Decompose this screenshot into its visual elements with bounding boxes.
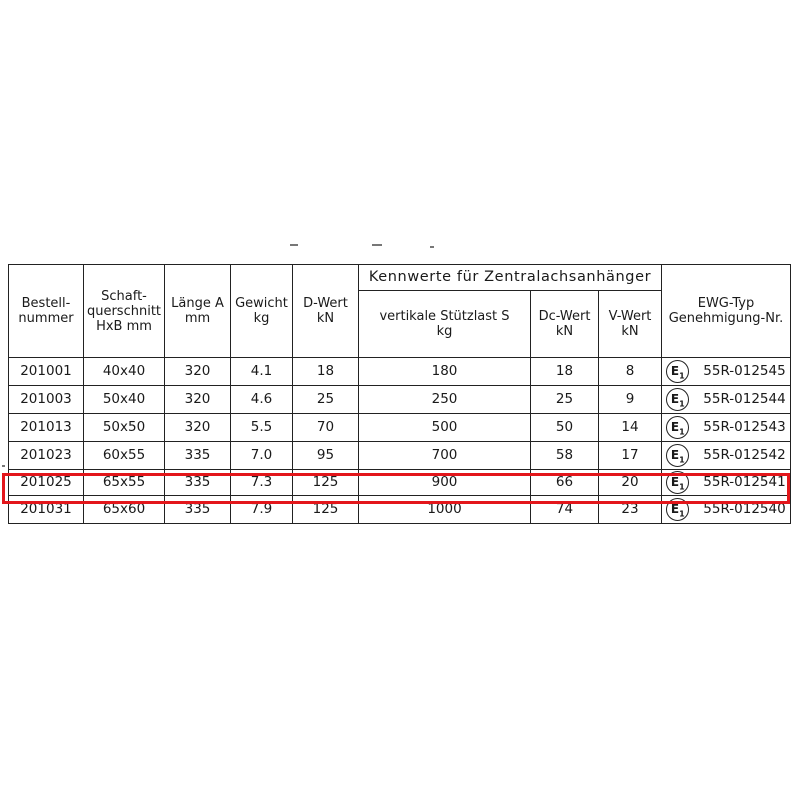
ewg-number: 55R-012543	[703, 419, 786, 435]
cell-s: 250	[359, 386, 531, 414]
cell-d: 125	[293, 470, 359, 496]
cell-dc: 18	[531, 358, 599, 386]
cell-ewg	[662, 470, 791, 496]
group-header-kennwerte: Kennwerte für Zentralachsanhänger	[359, 265, 662, 291]
table-row	[9, 358, 791, 386]
ewg-number: 55R-012542	[703, 447, 786, 463]
cell-dc: 25	[531, 386, 599, 414]
table-row	[9, 386, 791, 414]
col-header-ewg: EWG-Typ Genehmigung-Nr.	[662, 265, 791, 358]
cell-dc: 50	[531, 414, 599, 442]
cell-ewg	[662, 442, 791, 470]
ewg-number: 55R-012544	[703, 391, 786, 407]
col-header-d-wert: D-Wert kN	[293, 265, 359, 358]
e1-approval-icon: $E_1$	[666, 444, 689, 467]
cell-nr: 201013	[9, 414, 84, 442]
cell-laenge: 320	[165, 414, 231, 442]
cell-querschnitt: 40x40	[84, 358, 165, 386]
cell-ewg	[662, 414, 791, 442]
cell-v: 8	[599, 358, 662, 386]
cell-querschnitt: 50x50	[84, 414, 165, 442]
cell-gewicht: 7.0	[231, 442, 293, 470]
cell-ewg	[662, 358, 791, 386]
e1-approval-icon: $E_1$	[666, 388, 689, 411]
cell-d: 95	[293, 442, 359, 470]
cell-ewg	[662, 386, 791, 414]
cell-querschnitt: 65x55	[84, 470, 165, 496]
table-row	[9, 496, 791, 524]
cell-ewg	[662, 496, 791, 524]
cell-laenge: 335	[165, 470, 231, 496]
cell-nr: 201001	[9, 358, 84, 386]
header-row	[9, 265, 791, 291]
cell-laenge: 320	[165, 386, 231, 414]
col-header-stuetzlast: vertikale Stützlast S kg	[359, 290, 531, 357]
col-header-laenge: Länge A mm	[165, 265, 231, 358]
cell-d: 125	[293, 496, 359, 524]
cell-nr: 201025	[9, 470, 84, 496]
cell-gewicht: 5.5	[231, 414, 293, 442]
cell-d: 18	[293, 358, 359, 386]
table-row	[9, 442, 791, 470]
cell-s: 500	[359, 414, 531, 442]
cell-gewicht: 4.1	[231, 358, 293, 386]
cell-gewicht: 7.9	[231, 496, 293, 524]
cell-s: 1000	[359, 496, 531, 524]
cell-querschnitt: 65x60	[84, 496, 165, 524]
cell-laenge: 335	[165, 442, 231, 470]
cell-v: 17	[599, 442, 662, 470]
cell-dc: 58	[531, 442, 599, 470]
cell-gewicht: 7.3	[231, 470, 293, 496]
col-header-v-wert: V-Wert kN	[599, 290, 662, 357]
cell-s: 900	[359, 470, 531, 496]
cell-querschnitt: 50x40	[84, 386, 165, 414]
cell-v: 20	[599, 470, 662, 496]
cell-v: 23	[599, 496, 662, 524]
cell-gewicht: 4.6	[231, 386, 293, 414]
cell-nr: 201031	[9, 496, 84, 524]
cell-d: 70	[293, 414, 359, 442]
e1-approval-icon: $E_1$	[666, 416, 689, 439]
col-header-schaftquerschnitt: Schaft- querschnitt HxB mm	[84, 265, 165, 358]
cell-querschnitt: 60x55	[84, 442, 165, 470]
ewg-number: 55R-012540	[703, 501, 786, 517]
col-header-bestellnummer: Bestell- nummer	[9, 265, 84, 358]
table-row	[9, 470, 791, 496]
cell-laenge: 320	[165, 358, 231, 386]
ewg-number: 55R-012541	[703, 474, 786, 490]
cell-dc: 74	[531, 496, 599, 524]
e1-approval-icon: $E_1$	[666, 498, 689, 521]
table-row	[9, 414, 791, 442]
cell-dc: 66	[531, 470, 599, 496]
cell-s: 180	[359, 358, 531, 386]
product-spec-table	[8, 264, 791, 524]
cell-v: 14	[599, 414, 662, 442]
e1-approval-icon: $E_1$	[666, 360, 689, 383]
ewg-number: 55R-012545	[703, 363, 786, 379]
cell-nr: 201023	[9, 442, 84, 470]
cell-nr: 201003	[9, 386, 84, 414]
cell-s: 700	[359, 442, 531, 470]
col-header-gewicht: Gewicht kg	[231, 265, 293, 358]
cell-d: 25	[293, 386, 359, 414]
col-header-dc-wert: Dc-Wert kN	[531, 290, 599, 357]
e1-approval-icon: $E_1$	[666, 471, 689, 494]
cell-v: 9	[599, 386, 662, 414]
cell-laenge: 335	[165, 496, 231, 524]
